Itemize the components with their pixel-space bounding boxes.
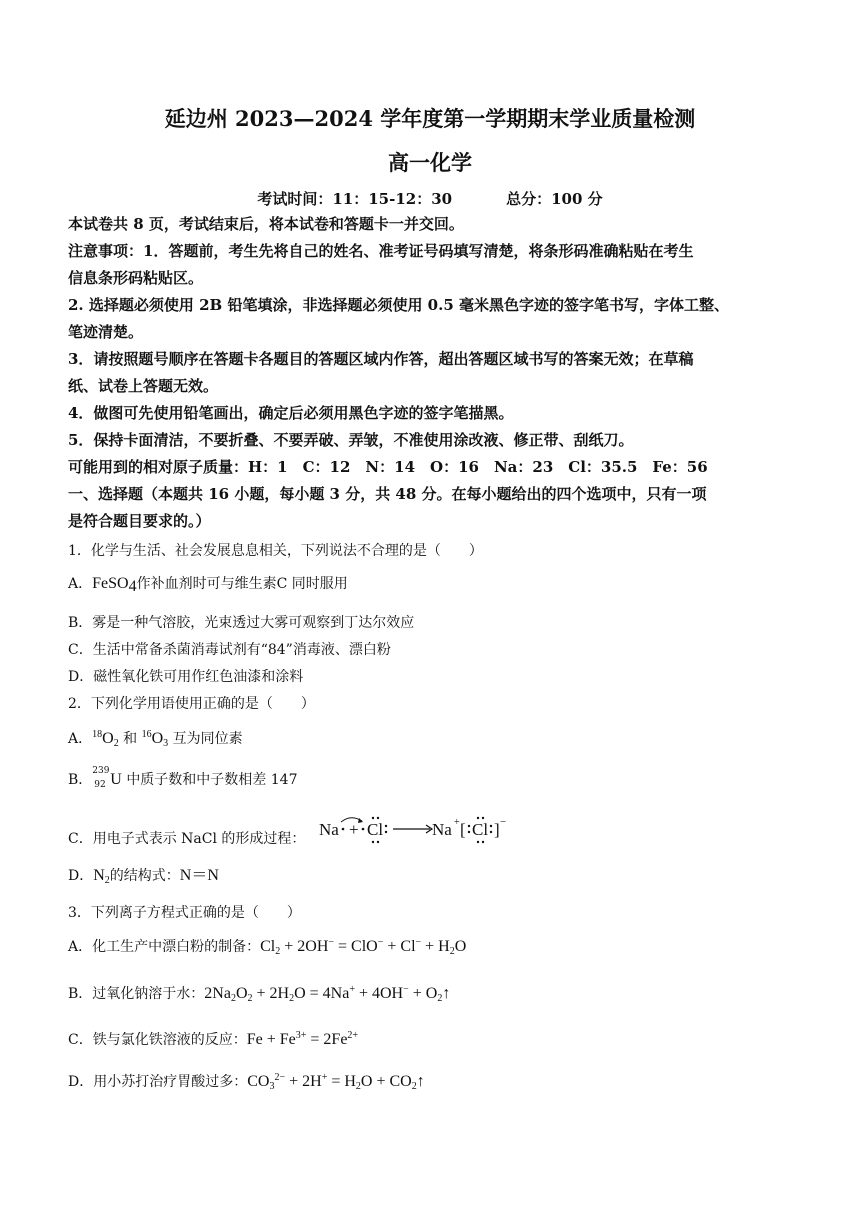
q1-option-c: C．生活中常备杀菌消毒试剂有“84”消毒液、漂白粉 bbox=[68, 642, 391, 658]
atomic-masses: 可能用到的相对原子质量：H：1 C：12 N：14 O：16 Na：23 Cl：35.5 Fe：56 bbox=[68, 458, 708, 476]
q3-stem: 3．下列离子方程式正确的是（ ） bbox=[68, 905, 301, 921]
svg-text:Cl: Cl bbox=[367, 820, 384, 839]
section-heading-line2: 是符合题目要求的。） bbox=[68, 512, 211, 530]
svg-text:]: ] bbox=[494, 820, 500, 839]
q3-option-c: C．铁与氯化铁溶液的反应：$Fe + Fe^{3+} = 2Fe^{2+}$ bbox=[68, 1030, 359, 1048]
exam-meta bbox=[0, 188, 860, 209]
q1-option-b: B．雾是一种气溶胶，光束透过大雾可观察到丁达尔效应 bbox=[68, 615, 415, 631]
subject-title: 高一化学 bbox=[388, 150, 472, 175]
q1-stem: 1．化学与生活、社会发展息息相关，下列说法不合理的是（ ） bbox=[68, 543, 483, 559]
exam-title: 延边州 2023—2024 学年度第一学期期末学业质量检测 bbox=[164, 106, 696, 131]
q3-option-d: D．用小苏打治疗胃酸过多：$CO_3^{2-} + 2H^+ = H_2O$ + $CO_2↑$ bbox=[68, 1072, 425, 1092]
svg-text:Na: Na bbox=[319, 820, 339, 839]
q1-option-a: A．FeSO$_4$作补血剂时可与维生素C 同时服用 bbox=[68, 575, 348, 595]
note-line-3: 信息条形码粘贴区。 bbox=[68, 269, 204, 287]
note-line-2: 注意事项：1．答题前，考生先将自己的姓名、准考证号码填写清楚，将条形码准确粘贴在考生 bbox=[68, 242, 694, 260]
q2-option-a: A．$^{18}O_2$ 和 $^{16}O_3$ 互为同位素 bbox=[68, 729, 243, 749]
note-line-6: 3．请按照题号顺序在答题卡各题目的答题区域内作答，超出答题区域书写的答案无效；在草稿 bbox=[68, 350, 694, 368]
q3-option-a: A．化工生产中漂白粉的制备：$Cl_2 + 2OH^- = ClO^- + Cl^- + H_2O$ bbox=[68, 937, 467, 957]
note-line-7: 纸、试卷上答题无效。 bbox=[68, 377, 219, 395]
note-line-8: 4．做图可先使用铅笔画出，确定后必须用黑色字迹的签字笔描黑。 bbox=[68, 404, 514, 422]
uranium-nuclide: 239 92 bbox=[92, 766, 110, 790]
q1-option-d: D．磁性氧化铁可用作红色油漆和涂料 bbox=[68, 669, 304, 685]
exam-time: 考试时间：11：15-12：30 bbox=[257, 190, 453, 208]
note-line-4: 2. 选择题必须使用 2B 铅笔填涂，非选择题必须使用 0.5 毫米黑色字迹的签字笔书写，字体工整、 bbox=[68, 296, 729, 314]
svg-text:+: + bbox=[349, 820, 359, 839]
q2-stem: 2．下列化学用语使用正确的是（ ） bbox=[68, 696, 315, 712]
section-heading-line1: 一、选择题（本题共 16 小题，每小题 3 分，共 48 分。在每小题给出的四个选项中，只有一项 bbox=[68, 485, 707, 503]
nacl-electron-dot-formation bbox=[318, 813, 518, 849]
note-line-1: 本试卷共 8 页，考试结束后，将本试卷和答题卡一并交回。 bbox=[68, 215, 464, 233]
svg-text:Cl: Cl bbox=[472, 820, 489, 839]
note-line-9: 5．保持卡面清洁，不要折叠、不要弄破、弄皱，不准使用涂改液、修正带、刮纸刀。 bbox=[68, 431, 634, 449]
svg-text:[: [ bbox=[460, 820, 466, 839]
q2-option-b: B． 239 92 U 中质子数和中子数相差 147 bbox=[68, 766, 298, 790]
q2-option-d: D．$N_2$的结构式：N＝N bbox=[68, 867, 219, 886]
total-score: 总分：100 分 bbox=[506, 190, 603, 208]
q3-option-b: B．过氧化钠溶于水：$2Na_2O_2 + 2H_2O = 4Na^+ + 4OH^-$ + $O_2↑$ bbox=[68, 984, 451, 1004]
q2-option-c: C．用电子式表示 NaCl 的形成过程： bbox=[68, 831, 306, 847]
note-line-5: 笔迹清楚。 bbox=[68, 323, 144, 341]
svg-text:+: + bbox=[454, 817, 460, 828]
svg-text:Na: Na bbox=[432, 820, 452, 839]
svg-text:−: − bbox=[500, 816, 507, 828]
